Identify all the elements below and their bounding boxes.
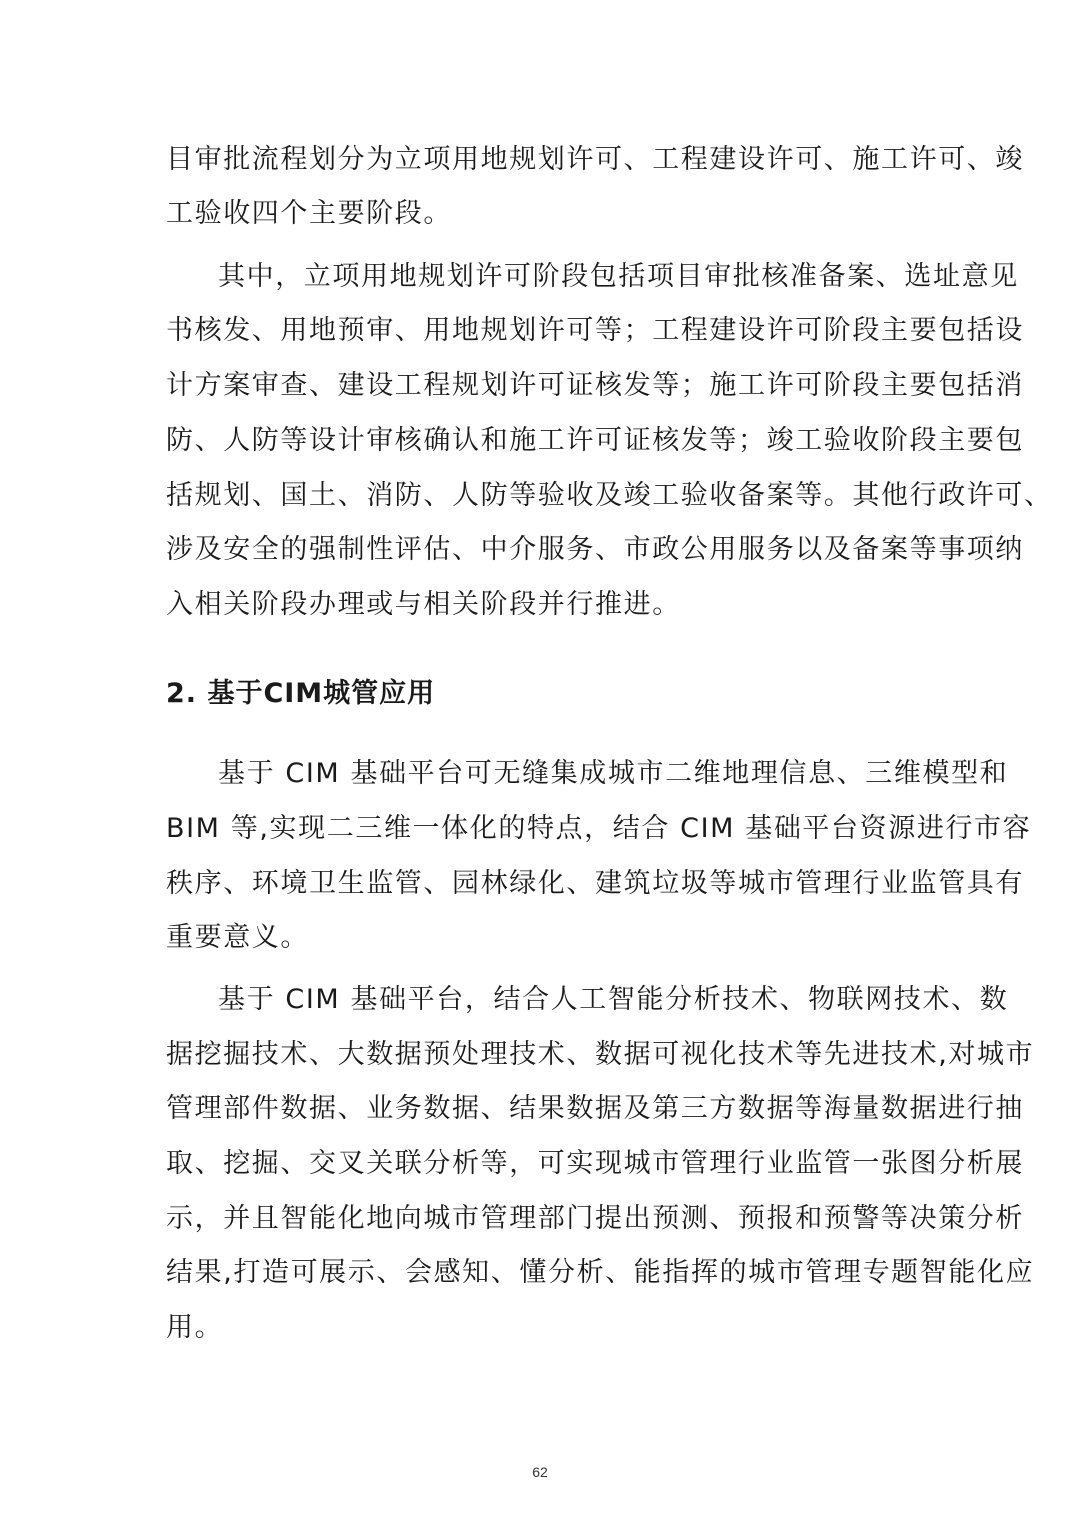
paragraph-line: 涉及安全的强制性评估、中介服务、市政公用服务以及备案等事项纳	[166, 534, 1024, 565]
paragraph-line: 管理部件数据、业务数据、结果数据及第三方数据等海量数据进行抽	[166, 1093, 1024, 1124]
paragraph-line: 基于 CIM 基础平台，结合人工智能分析技术、物联网技术、数	[218, 984, 1009, 1015]
paragraph-line: 工验收四个主要阶段。	[166, 198, 452, 229]
paragraph-line: 用。	[166, 1312, 224, 1343]
paragraph-line: 书核发、用地预审、用地规划许可等；工程建设许可阶段主要包括设	[166, 315, 1024, 346]
paragraph-line: BIM 等,实现二三维一体化的特点，结合 CIM 基础平台资源进行市容	[166, 813, 1032, 844]
paragraph-line: 取、挖掘、交叉关联分析等，可实现城市管理行业监管一张图分析展	[166, 1148, 1024, 1179]
paragraph-line: 秩序、环境卫生监管、园林绿化、建筑垃圾等城市管理行业监管具有	[166, 868, 1024, 899]
paragraph-line: 基于 CIM 基础平台可无缝集成城市二维地理信息、三维模型和	[218, 758, 1009, 789]
paragraph-line: 防、人防等设计审核确认和施工许可证核发等；竣工验收阶段主要包	[166, 425, 1024, 456]
paragraph-line: 目审批流程划分为立项用地规划许可、工程建设许可、施工许可、竣	[166, 144, 1024, 175]
paragraph-line: 据挖掘技术、大数据预处理技术、数据可视化技术等先进技术,对城市	[166, 1039, 1035, 1070]
paragraph-line: 示，并且智能化地向城市管理部门提出预测、预报和预警等决策分析	[166, 1203, 1024, 1234]
paragraph-line: 入相关阶段办理或与相关阶段并行推进。	[166, 589, 681, 620]
page-number: 62	[532, 1464, 548, 1480]
paragraph-line: 重要意义。	[166, 922, 309, 953]
section-heading: 2. 基于CIM城管应用	[166, 678, 436, 709]
paragraph-line: 其中，立项用地规划许可阶段包括项目审批核准备案、选址意见	[218, 261, 1019, 292]
paragraph-line: 括规划、国土、消防、人防等验收及竣工验收备案等。其他行政许可、	[166, 480, 1053, 511]
paragraph-line: 结果,打造可展示、会感知、懂分析、能指挥的城市管理专题智能化应	[166, 1257, 1035, 1288]
paragraph-line: 计方案审查、建设工程规划许可证核发等；施工许可阶段主要包括消	[166, 370, 1024, 401]
